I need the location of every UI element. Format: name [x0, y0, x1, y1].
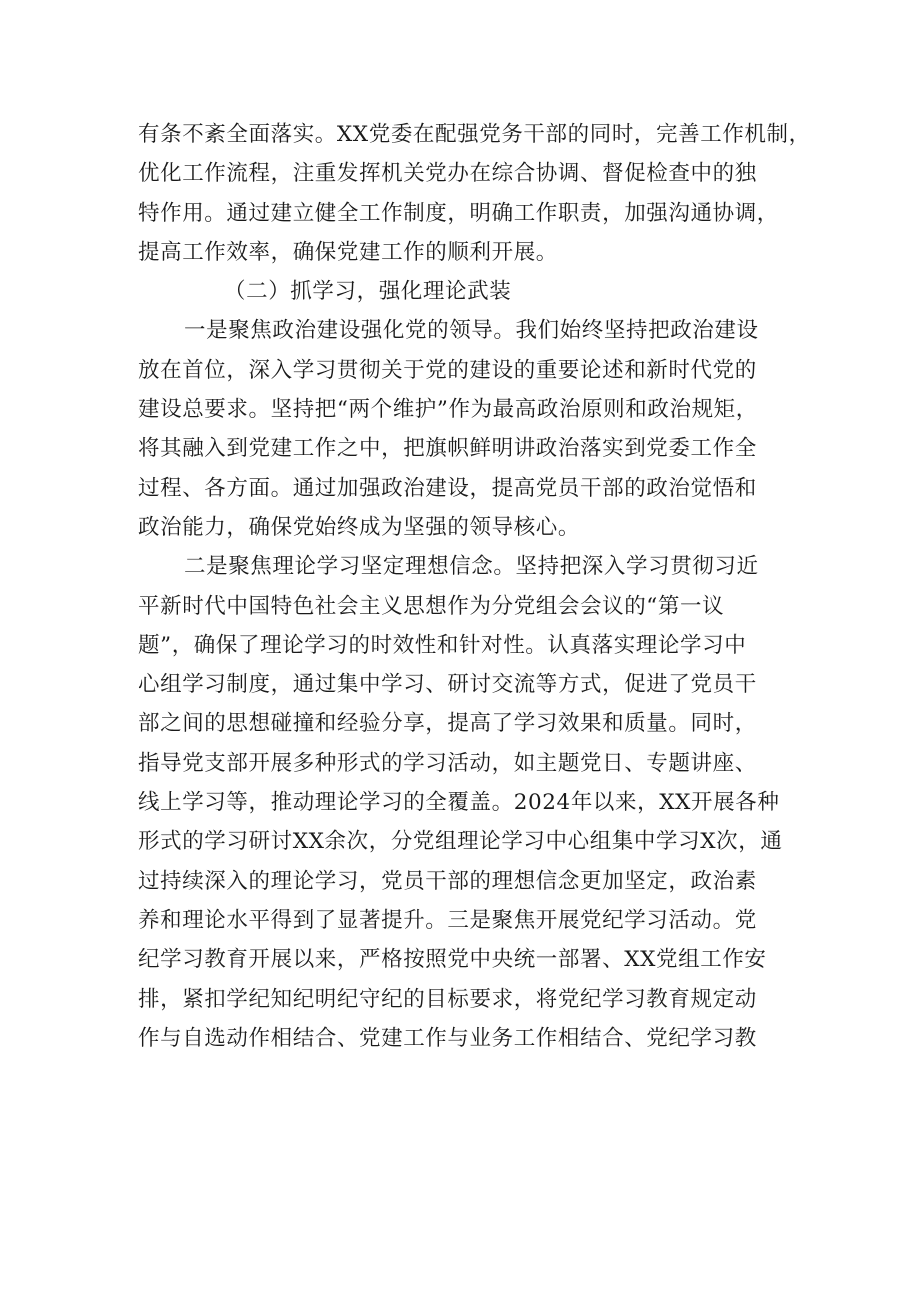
text-line: 建设总要求。坚持把“两个维护”作为最高政治原则和政治规矩，: [138, 397, 758, 423]
text-line: 优化工作流程，注重发挥机关党办在综合协调、督促检查中的独: [138, 161, 757, 187]
text-line: 二是聚焦理论学习坚定理想信念。坚持把深入学习贯彻习近: [184, 554, 759, 580]
text-line: 指导党支部开展多种形式的学习活动，如主题党日、专题讲座、: [138, 750, 757, 776]
section-heading: （二）抓学习，强化理论武装: [224, 279, 512, 305]
text-line: 题”，确保了理论学习的时效性和针对性。认真落实理论学习中: [138, 632, 747, 658]
text-line: 作与自选动作相结合、党建工作与业务工作相结合、党纪学习教: [138, 1025, 757, 1051]
text-line: 线上学习等，推动理论学习的全覆盖。2024年以来，XX开展各种: [138, 790, 780, 816]
text-line: 形式的学习研讨XX余次，分党组理论学习中心组集中学习X次，通: [138, 829, 783, 855]
text-line: 政治能力，确保党始终成为坚强的领导核心。: [138, 514, 581, 540]
text-line: 养和理论水平得到了显著提升。三是聚焦开展党纪学习活动。党: [138, 907, 757, 933]
text-line: 一是聚焦政治建设强化党的领导。我们始终坚持把政治建设: [184, 318, 759, 344]
text-line: 过程、各方面。通过加强政治建设，提高党员干部的政治觉悟和: [138, 475, 757, 501]
text-line: 放在首位，深入学习贯彻关于党的建设的重要论述和新时代党的: [138, 357, 757, 383]
text-line: 过持续深入的理论学习，党员干部的理想信念更加坚定，政治素: [138, 868, 757, 894]
text-line: 特作用。通过建立健全工作制度，明确工作职责，加强沟通协调，: [138, 200, 779, 226]
body-text: [138, 115, 811, 1058]
text-line: 部之间的思想碰撞和经验分享，提高了学习效果和质量。同时，: [138, 711, 757, 737]
text-line: 纪学习教育开展以来，严格按照党中央统一部署、XX党组工作安: [138, 947, 767, 973]
text-line: 平新时代中国特色社会主义思想作为分党组会会议的“第一议: [138, 593, 725, 619]
text-line: 排，紧扣学纪知纪明纪守纪的目标要求，将党纪学习教育规定动: [138, 986, 757, 1012]
text-line: 将其融入到党建工作之中，把旗帜鲜明讲政治落实到党委工作全: [138, 436, 757, 462]
text-line: 心组学习制度，通过集中学习、研讨交流等方式，促进了党员干: [138, 672, 757, 698]
text-line: 提高工作效率，确保党建工作的顺利开展。: [138, 239, 558, 265]
text-line: 有条不紊全面落实。XX党委在配强党务干部的同时，完善工作机制，: [138, 122, 811, 147]
